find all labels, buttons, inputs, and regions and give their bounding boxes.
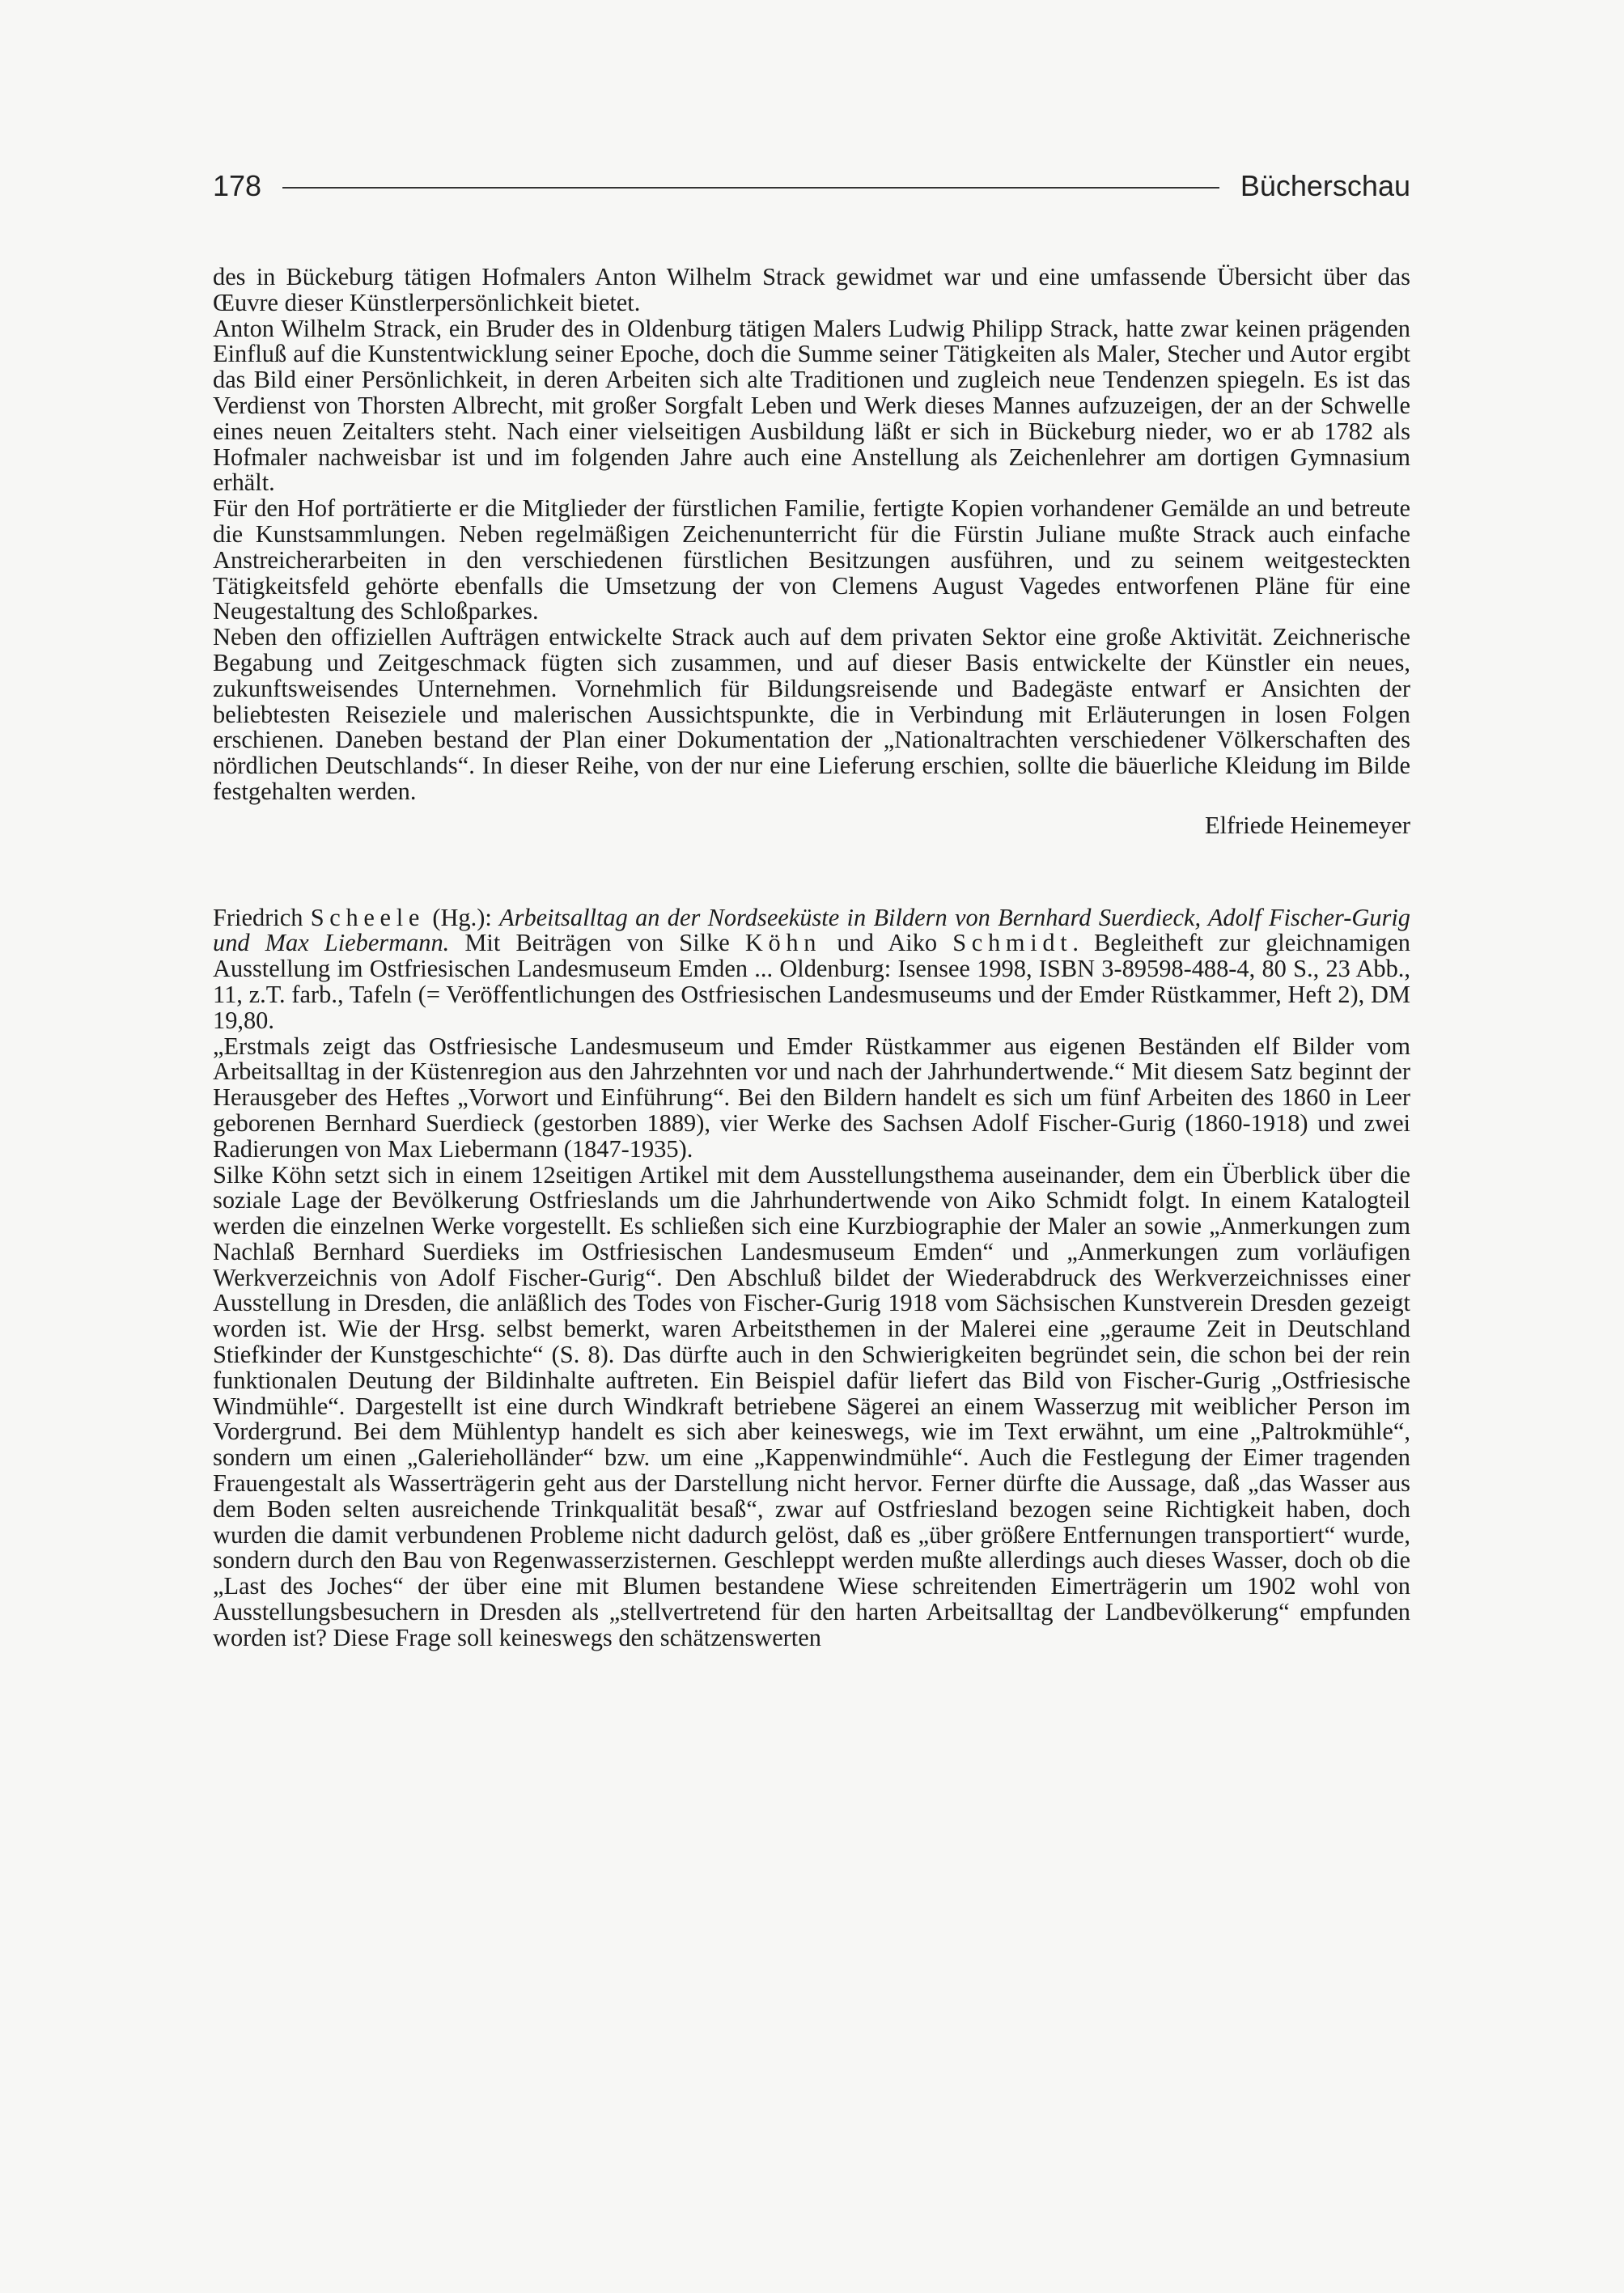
page-number: 178 xyxy=(213,169,262,202)
citation-details: . Begleitheft zur gleichnamigen Ausstellung im Ostfriesischen Landesmuseum Emden ... Oldenburg: Isensee 1998, ISBN 3-89598-488-4, 80 S., 23 Abb., 11, z.T. farb., Tafeln (= Veröffentlichungen des Ostfriesischen Landesmuseums und der Emder Rüstkammer, Heft 2), DM 19,80. xyxy=(213,929,1410,1034)
section-title: Bücherschau xyxy=(1240,169,1410,202)
citation-hg: (Hg.): xyxy=(432,903,492,931)
paragraph: Für den Hof porträtierte er die Mitglieder der fürstlichen Familie, fertigte Kopien vorhandener Gemälde an und betreute die Kunstsammlungen. Neben regelmäßigen Zeichenunterricht für die Fürstin Juliane mußte Strack auch einfache Anstreicherarbeiten in den verschiedenen fürstlichen Besitzungen ausführen, und zu seinem weitgesteckten Tätigkeitsfeld gehörte ebenfalls die Umsetzung der von Clemens August Vagedes entworfenen Pläne für eine Neugestaltung des Schloßparkes. xyxy=(213,494,1410,625)
running-header xyxy=(213,162,1410,210)
page-body xyxy=(213,265,1410,1651)
paragraph: „Erstmals zeigt das Ostfriesische Landesmuseum und Emder Rüstkammer aus eigenen Beständen elf Bilder vom Arbeitsalltag in der Küstenregion aus den Jahrzehnten vor und nach der Jahrhundertwende.“ Mit diesem Satz beginnt der Herausgeber des Heftes „Vorwort und Einführung“. Bei den Bildern handelt es sich um fünf Arbeiten des 1860 in Leer geborenen Bernhard Suerdieck (gestorben 1889), vier Werke des Sachsen Adolf Fischer-Gurig (1860-1918) und zwei Radierungen von Max Liebermann (1847-1935). xyxy=(213,1032,1410,1163)
paragraph: Silke Köhn setzt sich in einem 12seitigen Artikel mit dem Ausstellungsthema auseinander, dem ein Überblick über die soziale Lage der Bevölkerung Ostfrieslands um die Jahrhundertwende von Aiko Schmidt folgt. In einem Katalogteil werden die einzelnen Werke vorgestellt. Es schließen sich eine Kurzbiographie der Maler an sowie „Anmerkungen zum Nachlaß Bernhard Suerdieks im Ostfriesischen Landesmuseum Emden“ und „Anmerkungen zum vorläufigen Werkverzeichnis von Adolf Fischer-Gurig“. Den Abschluß bildet der Wiederabdruck des Werkverzeichnisses einer Ausstellung in Dresden, die anläßlich des Todes von Fischer-Gurig 1918 vom Sächsischen Kunstverein Dresden gezeigt worden ist. Wie der Hrsg. selbst bemerkt, waren Arbeitsthemen in der Malerei eine „geraume Zeit in Deutschland Stiefkinder der Kunstgeschichte“ (S. 8). Das dürfte auch in den Schwierigkeiten begründet sein, die schon bei der rein funktionalen Deutung der Bildinhalte auftreten. Ein Beispiel dafür liefert das Bild von Fischer-Gurig „Ostfriesische Windmühle“. Dargestellt ist eine durch Windkraft betriebene Sägerei an einem Wasserzug mit weiblicher Person im Vordergrund. Bei dem Mühlentyp handelt es sich aber keineswegs, wie im Text erwähnt, um eine „Paltrokmühle“, sondern um einen „Galerieholländer“ bzw. um eine „Kappenwindmühle“. Auch die Festlegung der Eimer tragenden Frauengestalt als Wasserträgerin geht aus der Darstellung nicht hervor. Ferner dürfte die Aussage, daß „das Wasser aus dem Boden selten ausreichende Trinkqualität besaß“, zwar auf Ostfriesland bezogen seine Richtigkeit haben, doch wurden die damit verbundenen Probleme nicht dadurch gelöst, daß es „über größere Entfernungen transportiert“ wurde, sondern durch den Bau von Regenwasserzisternen. Geschleppt werden mußte allerdings auch dieses Wasser, doch ob die „Last des Joches“ der über eine mit Blumen bestandene Wiese schreitenden Eimerträgerin um 1902 wohl von Ausstellungsbesuchern in Dresden als „stellvertretend für den harten Arbeitsalltag der Landbevölkerung“ empfunden worden ist? Diese Frage soll keineswegs den schätzenswerten xyxy=(213,1160,1410,1651)
citation-contributor: Schmidt xyxy=(952,929,1073,957)
citation xyxy=(213,905,1410,1034)
citation-title: Arbeitsalltag an der Nordseeküste in Bildern von Bernhard Suerdieck, Adolf Fischer-Gurig und Max Liebermann. xyxy=(213,903,1410,957)
paragraph: des in Bückeburg tätigen Hofmalers Anton Wilhelm Strack gewidmet war und eine umfassende Übersicht über das Œuvre dieser Künstlerpersönlichkeit bietet. xyxy=(213,263,1410,316)
citation-author-last: Scheele xyxy=(310,903,426,931)
citation-author-first: Friedrich xyxy=(213,903,303,931)
paragraph: Neben den offiziellen Aufträgen entwickelte Strack auch auf dem privaten Sektor eine große Aktivität. Zeichnerische Begabung und Zeitgeschmack fügten sich zusammen, und auf dieser Basis entwickelte der Künstler ein neues, zukunftsweisendes Unternehmen. Vornehmlich für Bildungsreisende und Badegäste entwarf er Ansichten der beliebtesten Reiseziele und malerischen Aussichtspunkte, die in Verbindung mit Erläuterungen in losen Folgen erschienen. Daneben bestand der Plan einer Dokumentation der „Nationaltrachten verschiedener Völkerschaften des nördlichen Deutschlands“. In dieser Reihe, von der nur eine Lieferung erschien, sollte die bäuerliche Kleidung im Bilde festgehalten werden. xyxy=(213,623,1410,805)
citation-contrib: und Aiko xyxy=(837,929,938,957)
review-scheele xyxy=(213,905,1410,1651)
reviewer-signature: Elfriede Heinemeyer xyxy=(1205,811,1410,839)
citation-contributor: Köhn xyxy=(744,929,822,957)
header-rule xyxy=(282,187,1219,189)
paragraph: Anton Wilhelm Strack, ein Bruder des in Oldenburg tätigen Malers Ludwig Philipp Strack, hatte zwar keinen prägenden Einfluß auf die Kunstentwicklung seiner Epoche, doch die Summe seiner Tätigkeiten als Maler, Stecher und Autor ergibt das Bild einer Persönlichkeit, in deren Arbeiten sich alte Traditionen und zugleich neue Tendenzen spiegeln. Es ist das Verdienst von Thorsten Albrecht, mit großer Sorgfalt Leben und Werk dieses Mannes aufzuzeigen, der an der Schwelle eines neuen Zeitalters steht. Nach einer vielseitigen Ausbildung läßt er sich in Bückeburg nieder, wo er ab 1782 als Hofmaler nachweisbar ist und im folgenden Jahre auch eine Anstellung als Zeichenlehrer am dortigen Gymnasium erhält. xyxy=(213,314,1410,497)
citation-contrib: Mit Beiträgen von Silke xyxy=(464,929,730,957)
review-strack xyxy=(213,265,1410,839)
